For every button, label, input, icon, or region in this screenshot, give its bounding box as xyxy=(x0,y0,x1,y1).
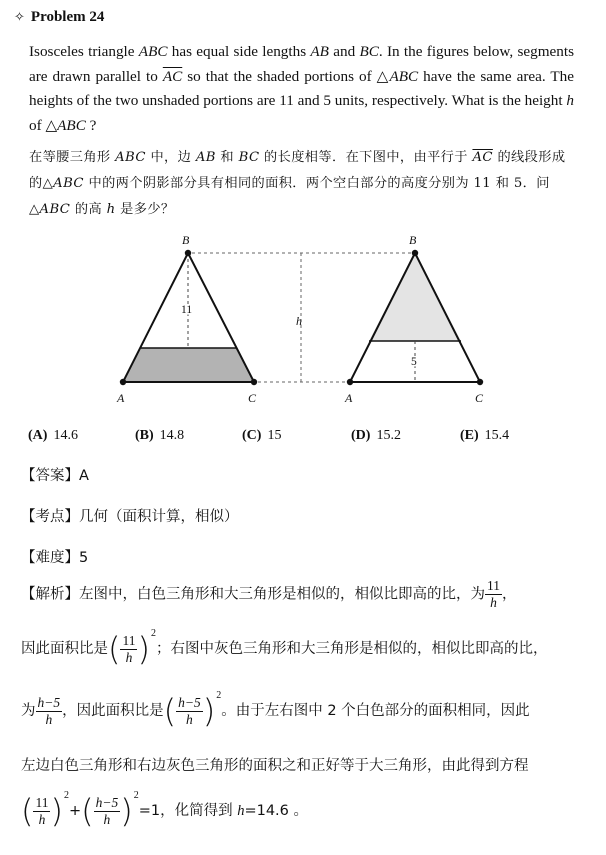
choice-d xyxy=(351,428,401,444)
numerator: 11 xyxy=(122,632,136,648)
answer-label: 【答案】 xyxy=(21,468,79,484)
difficulty-value: 5 xyxy=(79,550,89,566)
analysis-line-5 xyxy=(21,790,581,828)
point-c-right xyxy=(477,379,483,385)
left-shaded-trapezoid xyxy=(123,348,254,382)
analysis-text: ，因此面积比是 xyxy=(62,703,164,719)
difficulty-line xyxy=(21,546,88,567)
fraction-11-over-h xyxy=(120,633,137,666)
left-paren: ( xyxy=(163,692,177,730)
text: has equal side lengths xyxy=(167,43,311,60)
text: and xyxy=(328,43,360,60)
choice-value: 15.4 xyxy=(484,428,510,443)
text: of △ xyxy=(29,116,58,134)
plus-sign: + xyxy=(68,803,82,819)
exponent: 2 xyxy=(133,790,139,801)
text: 是多少？ xyxy=(115,202,175,217)
denominator: h xyxy=(38,811,46,827)
fraction-h-minus-5-over-h xyxy=(176,695,203,728)
label-c-right: C xyxy=(475,391,484,405)
fraction-11-over-h xyxy=(33,795,50,828)
difficulty-label: 【难度】 xyxy=(21,550,79,566)
right-paren: ) xyxy=(50,792,63,830)
text: Isosceles triangle xyxy=(29,43,139,60)
text: 的长度相等．在下图中，由平行于 xyxy=(259,150,473,165)
right-paren: ) xyxy=(202,692,216,730)
topic-line xyxy=(21,505,239,526)
var: ABC xyxy=(39,202,71,217)
analysis-text: 。由于左右图中 2 个白色部分的面积相同，因此 xyxy=(221,703,530,719)
choice-letter: (A) xyxy=(28,428,48,443)
analysis-text: =14.6 。 xyxy=(244,803,308,819)
analysis-text: ， xyxy=(502,586,517,603)
left-paren: ( xyxy=(81,792,94,830)
answer-value: A xyxy=(79,468,89,484)
numerator: h−5 xyxy=(178,694,201,710)
denominator: h xyxy=(45,711,53,727)
label-five: 5 xyxy=(411,356,417,368)
var: BC xyxy=(359,43,379,60)
analysis-text: 为 xyxy=(21,703,36,719)
left-paren: ( xyxy=(108,630,121,668)
analysis-text: 左边白色三角形和右边灰色三角形的面积之和正好等于大三角形，由此得到方程 xyxy=(21,758,529,774)
numerator: 11 xyxy=(487,578,500,593)
diamond-outline-icon: ✧ xyxy=(14,10,25,25)
triangle-figure xyxy=(0,228,606,408)
var: h xyxy=(106,202,116,217)
label-eleven: 11 xyxy=(181,304,193,316)
var: ABC xyxy=(389,67,419,85)
problem-title: Problem 24 xyxy=(30,9,105,25)
problem-statement-chinese xyxy=(29,145,577,223)
numerator: 11 xyxy=(35,794,49,810)
analysis-text: =1，化简得到 xyxy=(138,803,238,819)
choice-letter: (E) xyxy=(460,428,479,443)
label-a-left: A xyxy=(117,391,125,405)
right-paren: ) xyxy=(120,792,133,830)
choice-letter: (C) xyxy=(242,428,262,443)
var: AB xyxy=(195,150,216,165)
problem-statement-english xyxy=(29,40,574,138)
fraction-h-minus-5-over-h xyxy=(94,795,121,828)
text: 的高 xyxy=(70,202,107,217)
right-paren: ) xyxy=(137,630,150,668)
text: 在等腰三角形 xyxy=(29,150,116,165)
var: h xyxy=(566,92,574,109)
choice-value: 14.6 xyxy=(53,428,78,443)
topic-label: 【考点】 xyxy=(21,509,79,525)
text: have the same area. The heights of the two unshaded portions are 11 and 5 units, respectively. What is the height xyxy=(29,67,574,109)
denominator: h xyxy=(103,811,111,827)
numerator: h−5 xyxy=(95,794,119,810)
analysis-text: ；右图中灰色三角形和大三角形是相似的，相似比即高的比， xyxy=(155,641,548,657)
var: AB xyxy=(310,43,329,60)
label-b-right: B xyxy=(409,233,417,247)
right-shaded-triangle xyxy=(369,253,461,341)
point-a-left xyxy=(120,379,126,385)
choice-b xyxy=(135,428,184,444)
fraction-h-minus-5-over-h xyxy=(36,695,63,728)
var: ABC xyxy=(53,176,84,191)
text: ? xyxy=(85,116,97,134)
segment-ac: $\overline{AC}$ xyxy=(162,67,183,85)
analysis-text: 左图中，白色三角形和大三角形是相似的，相似比即高的比，为 xyxy=(79,586,485,603)
exponent: 2 xyxy=(63,790,69,801)
denominator: h xyxy=(490,595,497,610)
choice-letter: (B) xyxy=(135,428,154,443)
choice-value: 14.8 xyxy=(159,428,185,443)
text: 中的两个阴影部分具有相同的面积．两个空白部分的高度分别为 11 和 5．问△ xyxy=(29,176,550,217)
var: ABC xyxy=(115,150,146,165)
point-b-left xyxy=(185,250,191,256)
text: 和 xyxy=(215,150,239,165)
denominator: h xyxy=(186,711,193,727)
point-b-right xyxy=(412,250,418,256)
left-paren: ( xyxy=(21,792,34,830)
choice-a xyxy=(28,428,78,444)
analysis-label: 【解析】 xyxy=(21,586,79,603)
label-a-right: A xyxy=(345,391,353,405)
exponent: 2 xyxy=(216,690,222,701)
choice-letter: (D) xyxy=(351,428,371,443)
answer-line xyxy=(21,464,89,485)
text: so that the shaded portions of △ xyxy=(182,67,390,85)
exponent: 2 xyxy=(150,628,156,639)
var: BC xyxy=(238,150,260,165)
label-b-left: B xyxy=(182,233,190,247)
var: h xyxy=(237,803,245,819)
point-c-left xyxy=(251,379,257,385)
label-h: h xyxy=(296,314,302,328)
point-a-right xyxy=(347,379,353,385)
var: ABC xyxy=(57,116,86,134)
topic-value: 几何（面积计算，相似） xyxy=(79,509,239,525)
analysis-line-3 xyxy=(21,690,581,728)
label-c-left: C xyxy=(248,391,257,405)
problem-header xyxy=(14,9,104,26)
choice-value: 15 xyxy=(267,428,282,443)
text: 的线段形成的△ xyxy=(29,150,566,191)
fraction-11-over-h xyxy=(485,578,502,611)
choice-e xyxy=(460,428,509,444)
numerator: h−5 xyxy=(37,694,61,710)
analysis-line-2 xyxy=(21,628,581,666)
analysis-text: 因此面积比是 xyxy=(21,641,108,657)
segment-ac: $\overline{AC}$ xyxy=(472,150,493,165)
analysis-line-4 xyxy=(21,754,581,775)
choice-c xyxy=(242,428,281,444)
text: 中，边 xyxy=(145,150,196,165)
choice-value: 15.2 xyxy=(376,428,401,443)
var: ABC xyxy=(138,43,168,60)
text: . In the figures below, segments are drawn parallel to xyxy=(29,43,574,85)
analysis-line-1 xyxy=(21,578,581,611)
denominator: h xyxy=(125,649,133,665)
